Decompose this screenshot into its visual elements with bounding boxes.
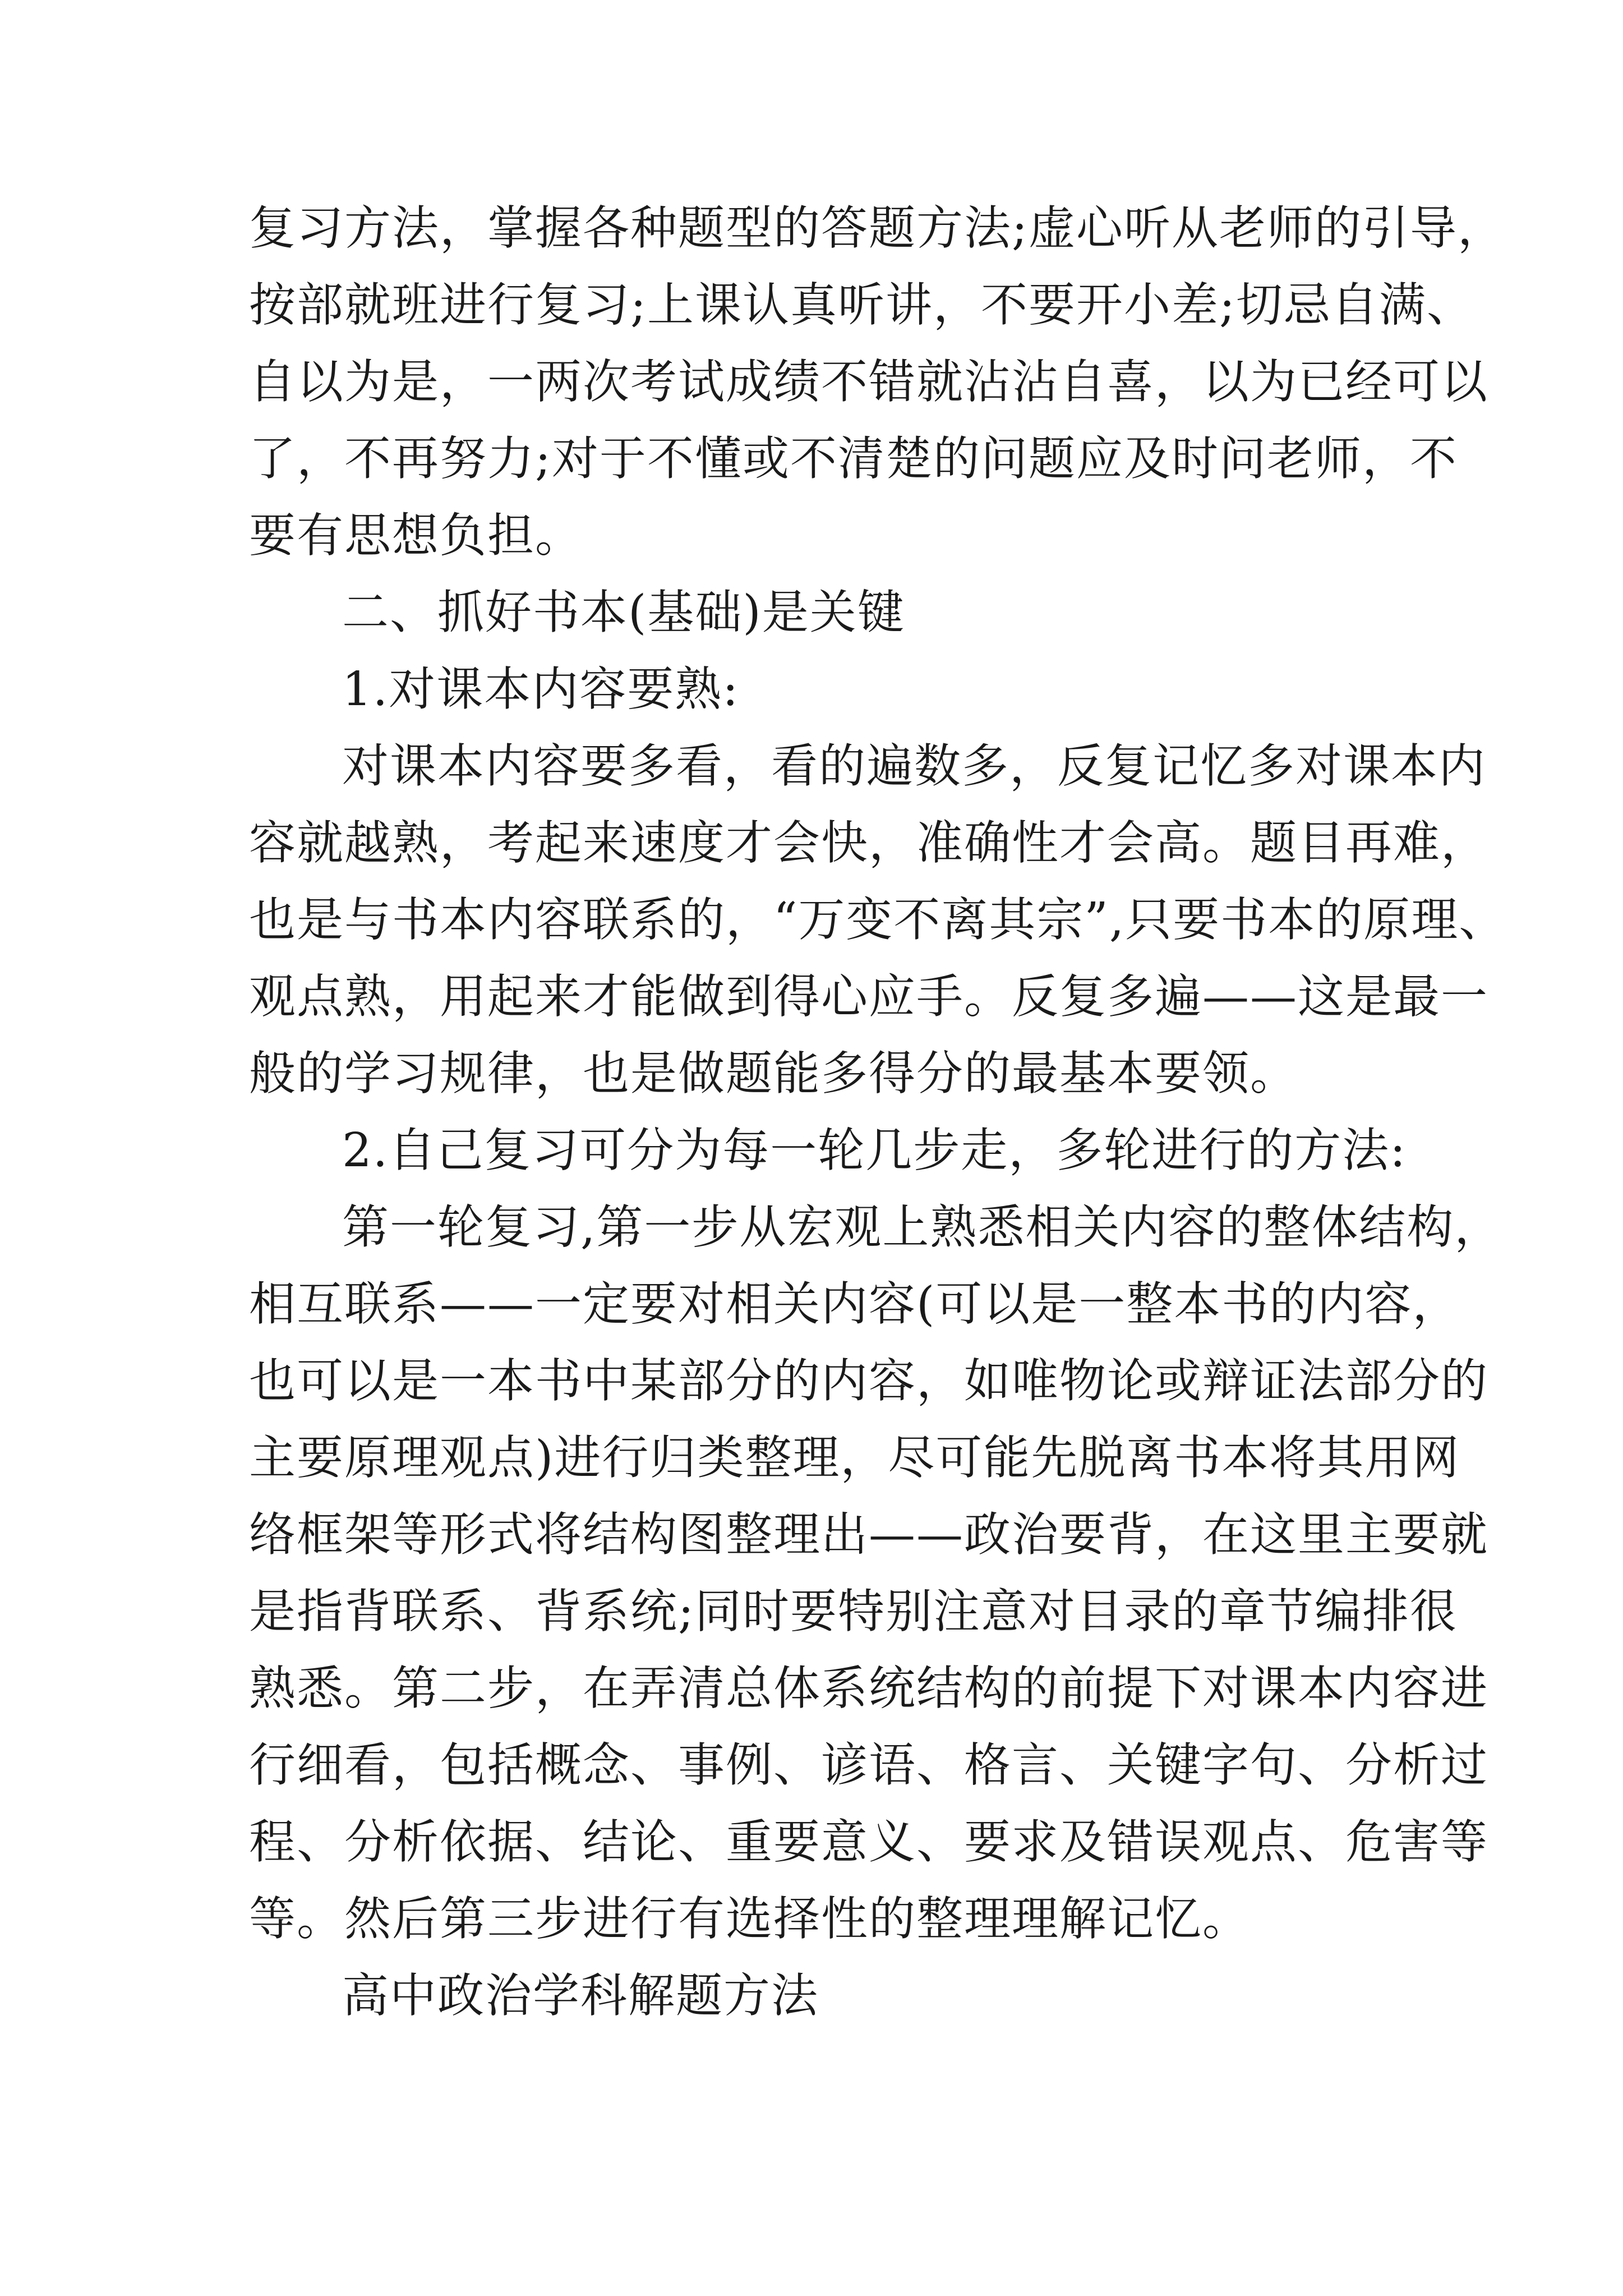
- text-line: 熟悉。第二步，在弄清总体系统结构的前提下对课本内容进: [249, 1661, 1488, 1715]
- text-line: 第一轮复习,第一步从宏观上熟悉相关内容的整体结构，: [342, 1200, 1502, 1254]
- subsection-heading: 1.对课本内容要熟:: [342, 662, 740, 716]
- text-line: 观点熟，用起来才能做到得心应手。反复多遍——这是最一: [249, 969, 1488, 1024]
- section-heading: 高中政治学科解题方法: [342, 1968, 819, 2023]
- text-line: 是指背联系、背系统;同时要特别注意对目录的章节编排很: [249, 1584, 1458, 1639]
- section-heading: 二、抓好书本(基础)是关键: [342, 585, 905, 639]
- text-line: 了，不再努力;对于不懂或不清楚的问题应及时问老师，不: [249, 431, 1458, 486]
- text-line: 主要原理观点)进行归类整理，尽可能先脱离书本将其用网: [249, 1430, 1460, 1485]
- text-line: 容就越熟，考起来速度才会快，准确性才会高。题目再难，: [249, 816, 1488, 870]
- text-line: 般的学习规律，也是做题能多得分的最基本要领。: [249, 1046, 1298, 1101]
- text-line: 按部就班进行复习;上课认真听讲，不要开小差;切忌自满、: [249, 278, 1474, 332]
- text-line: 络框架等形式将结构图整理出——政治要背，在这里主要就: [249, 1507, 1488, 1562]
- text-line: 对课本内容要多看，看的遍数多，反复记忆多对课本内: [342, 739, 1486, 793]
- text-line: 自以为是，一两次考试成绩不错就沾沾自喜，以为已经可以: [249, 355, 1488, 409]
- text-line: 复习方法，掌握各种题型的答题方法;虚心听从老师的引导，: [249, 201, 1505, 255]
- text-line: 行细看，包括概念、事例、谚语、格言、关键字句、分析过: [249, 1738, 1488, 1792]
- text-line: 相互联系——一定要对相关内容(可以是一整本书的内容，: [249, 1277, 1460, 1331]
- text-line: 等。然后第三步进行有选择性的整理理解记忆。: [249, 1892, 1250, 1946]
- text-line: 程、分析依据、结论、重要意义、要求及错误观点、危害等: [249, 1815, 1488, 1869]
- text-line: 要有思想负担。: [249, 508, 583, 563]
- document-body: [249, 190, 1507, 2034]
- subsection-heading: 2.自己复习可分为每一轮几步走，多轮进行的方法:: [342, 1123, 1407, 1177]
- text-line: 也可以是一本书中某部分的内容，如唯物论或辩证法部分的: [249, 1354, 1488, 1408]
- text-line: 也是与书本内容联系的，“万变不离其宗”,只要书本的原理、: [249, 892, 1507, 947]
